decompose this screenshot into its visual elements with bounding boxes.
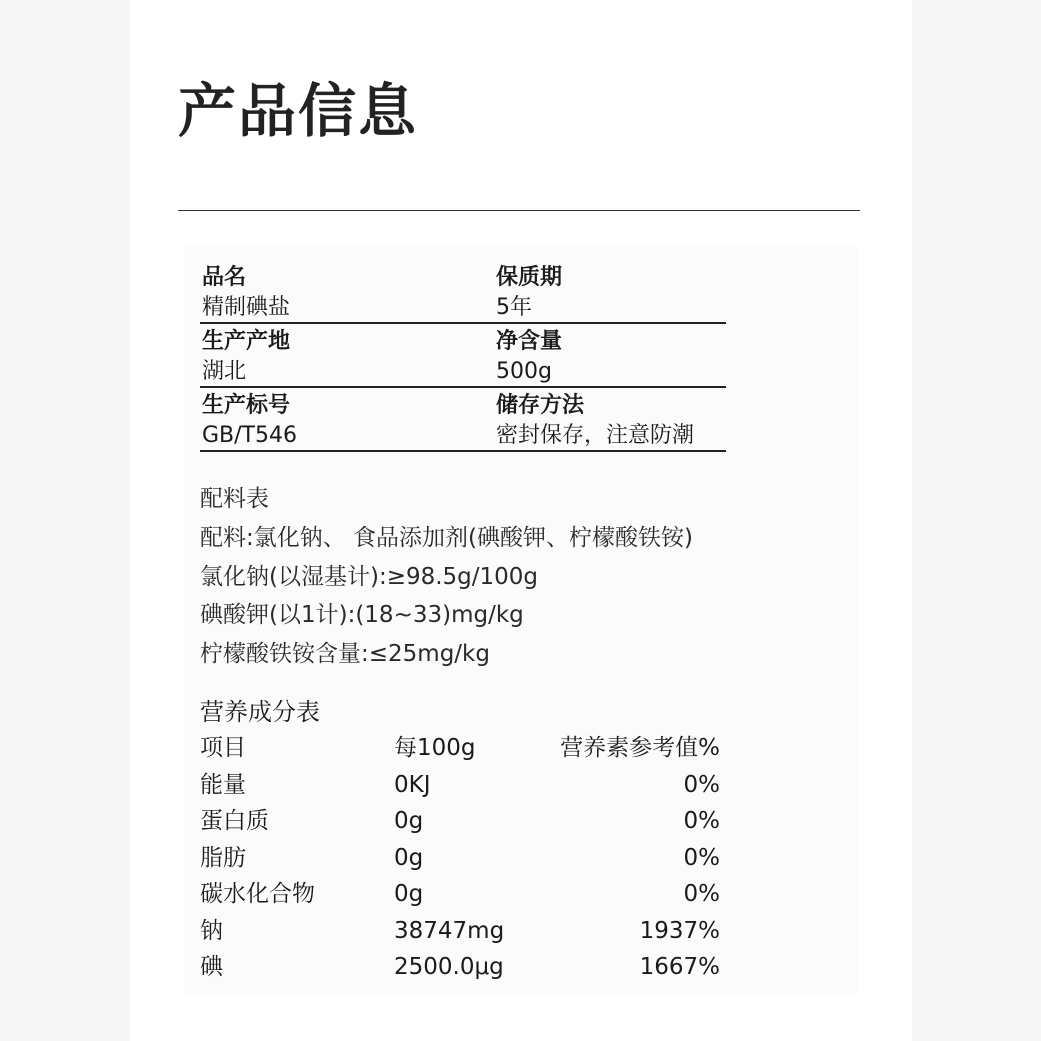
table-row: [200, 767, 730, 804]
info-cell-net-content: [496, 324, 562, 386]
nutrient-name: 碳水化合物: [200, 881, 315, 907]
table-row: [200, 876, 730, 913]
column-header-per-100g: 每100g: [394, 735, 476, 761]
info-label: 生产标号: [202, 393, 291, 418]
nutrient-name: 蛋白质: [200, 808, 269, 834]
ingredients-heading: 配料表: [200, 486, 269, 512]
nutrient-nrv: 1937%: [639, 917, 720, 944]
nutrient-nrv: 1667%: [639, 954, 720, 980]
nutrient-name: 脂肪: [200, 844, 246, 871]
nutrient-nrv: 0%: [683, 844, 720, 871]
nutrient-name: 钠: [200, 917, 223, 944]
nutrient-name: 能量: [200, 771, 246, 798]
info-cell-shelf-life: [496, 260, 562, 322]
table-row: [200, 803, 730, 840]
title-divider: [178, 210, 860, 211]
table-row: [200, 913, 730, 950]
ingredients-line: 氯化钠(以湿基计):≥98.5g/100g: [200, 563, 539, 590]
product-info-table: [200, 260, 726, 452]
info-row: [200, 388, 726, 452]
page-title: 产品信息: [178, 77, 419, 145]
info-row: [200, 260, 726, 324]
info-value: 精制碘盐: [202, 295, 291, 320]
ingredients-line: 柠檬酸铁铵含量:≤25mg/kg: [200, 641, 490, 668]
info-value: 湖北: [202, 359, 247, 384]
nutrition-heading: 营养成分表: [200, 698, 320, 726]
info-label: 净含量: [496, 329, 563, 354]
info-cell-standard: [202, 388, 297, 450]
nutrition-header-row: [200, 730, 730, 767]
nutrition-table: [200, 694, 730, 986]
nutrient-nrv: 0%: [683, 808, 720, 834]
nutrient-nrv: 0%: [683, 881, 720, 907]
table-row: [200, 840, 730, 877]
nutrient-name: 碘: [200, 954, 223, 980]
nutrient-nrv: 0%: [683, 771, 720, 798]
info-cell-origin: [202, 324, 290, 386]
info-label: 生产产地: [202, 329, 291, 354]
info-value: 500g: [496, 359, 552, 384]
nutrient-amount: 0g: [394, 881, 424, 907]
info-value: GB/T546: [202, 423, 297, 448]
info-row: [200, 324, 726, 388]
nutrient-amount: 2500.0μg: [394, 954, 504, 980]
column-header-item: 项目: [200, 735, 246, 761]
column-header-nrv: 营养素参考值%: [560, 735, 720, 761]
info-cell-storage: [496, 388, 694, 450]
nutrient-amount: 0KJ: [394, 771, 431, 798]
ingredients-section: [200, 480, 840, 674]
info-label: 储存方法: [496, 393, 585, 418]
nutrient-amount: 0g: [394, 844, 424, 871]
info-label: 品名: [202, 265, 247, 290]
info-value: 密封保存，注意防潮: [496, 423, 695, 448]
ingredients-line: 配料:氯化钠、 食品添加剂(碘酸钾、柠檬酸铁铵): [200, 524, 694, 551]
nutrient-amount: 0g: [394, 808, 424, 834]
info-cell-product-name: [202, 260, 290, 322]
info-label: 保质期: [496, 265, 563, 290]
nutrient-amount: 38747mg: [394, 917, 505, 944]
table-row: [200, 949, 730, 986]
ingredients-line: 碘酸钾(以1计):(18~33)mg/kg: [200, 602, 524, 629]
info-value: 5年: [496, 295, 532, 320]
